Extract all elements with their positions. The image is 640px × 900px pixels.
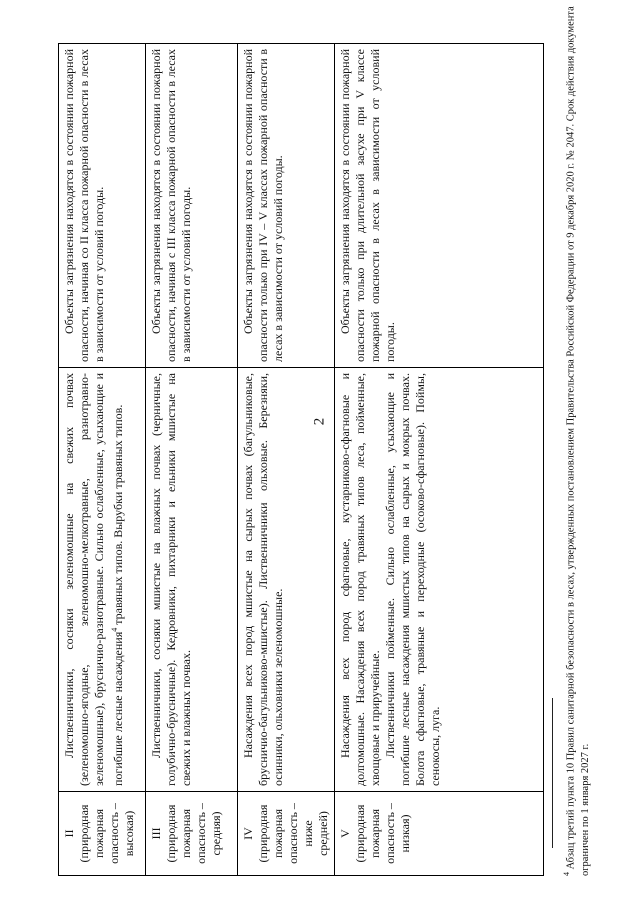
description-cell [146, 368, 238, 792]
class-number: II [62, 829, 76, 838]
description-text-tail: травяных типов. Вырубки травяных типов. [111, 404, 125, 628]
footnote-mark: 4 [562, 872, 571, 876]
table-row [238, 44, 335, 876]
condition-cell [146, 44, 238, 368]
condition-text: Объекты загрязнения находятся в состоянии пожарной опасности, начиная с III класса пожарной опасности в лесах в зависимости от условий погоды. [149, 49, 193, 362]
condition-cell [238, 44, 335, 368]
description-cell [238, 368, 335, 792]
fire-danger-class-table [58, 44, 540, 876]
class-name: (природная пожарная опасность – ниже средней) [256, 803, 330, 864]
description-paragraph [62, 373, 126, 786]
description-cell [59, 368, 146, 792]
table-row [59, 44, 146, 876]
class-cell [335, 792, 544, 876]
classes-table [58, 43, 544, 876]
description-cell [335, 368, 544, 792]
condition-cell [59, 44, 146, 368]
condition-text: Объекты загрязнения находятся в состоянии пожарной опасности только при длительной засухе при V классе пожарной опасности в лесах в зависимости от условий погоды. [338, 49, 397, 362]
class-cell [238, 792, 335, 876]
footnote-separator [552, 698, 553, 848]
class-name: (природная пожарная опасность – средняя) [164, 803, 223, 864]
footnote-reference: 4 [110, 627, 119, 632]
footnote-text: Абзац третий пункта 10 Правил санитарной безопасности в лесах, утвержденных постановлением Правительства Российской Федерации от 9 декабря 2020 г. № 2047. Срок действия документа ограничен по 1 января 2027 г. [565, 6, 591, 876]
condition-text: Объекты загрязнения находятся в состоянии пожарной опасности только при IV – V классах пожарной опасности в лесах в зависимости от условий погоды. [241, 49, 285, 362]
description-text: Лиственничники, сосняки зеленомошные на свежих почвах (зеленомошно-ягодные, зеленомошно-мелкотравные, разнотравно-зеленомошные), брусничио-разнотравные. Сильно ослабленные, усыхающие и погибшие лесные насаждения [62, 373, 125, 786]
class-cell [59, 792, 146, 876]
description-paragraph: Лиственничники пойменные. Сильно ослабленные, усыхающие и погибшие лесные насаждения мшистых типов на сырых и мокрых почвах. Болота сфагновые, травяные и переходные (осоково-сфагновые). Поймы, сенокосы, луга. [383, 373, 442, 786]
class-name: (природная пожарная опасность – высокая) [77, 803, 136, 864]
class-number: V [338, 829, 352, 838]
page-number: 2 [311, 417, 328, 426]
condition-text: Объекты загрязнения находятся в состоянии пожарной опасности, начиная со II класса пожарной опасности в лесах в зависимости от условий погоды. [62, 49, 106, 362]
class-cell [146, 792, 238, 876]
table-row [335, 44, 544, 876]
condition-cell [335, 44, 544, 368]
description-paragraph: Насаждения всех пород мшистые на сырых почвах (багульниковые, брусничио-багульниково-мшистые). Лиственничники ольховые. Березняки, осинники, ольховники зеленомошные. [241, 373, 285, 786]
class-number: III [149, 827, 163, 840]
class-number: IV [241, 827, 255, 840]
class-name: (природная пожарная опасность – низкая) [353, 803, 412, 864]
description-paragraph: Лиственничники, сосняки мшистые на влажных почвах (черничные, голубично-брусничные). Кедровники, пихтарники и ельники мшистые на свежих и влажных почвах. [149, 373, 193, 786]
footnote [560, 6, 593, 876]
table-row [146, 44, 238, 876]
description-paragraph: Насаждения всех пород сфагновые, кустарниково-сфагновые и долгомошные. Насаждения всех пород травяных типов леса, пойменные, хвощовые и приручейные. [338, 373, 382, 786]
